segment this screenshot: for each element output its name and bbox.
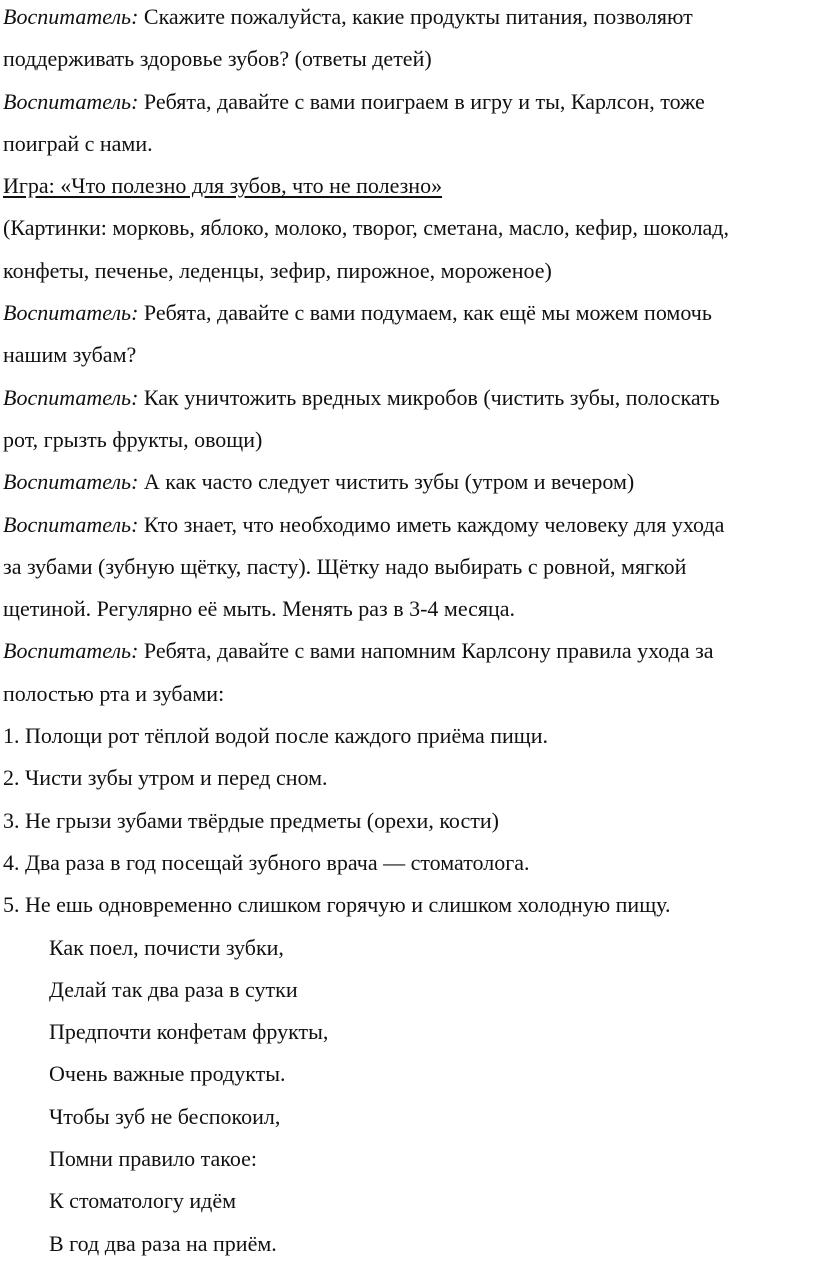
dialogue-line	[3, 38, 816, 80]
dialogue-line	[3, 461, 816, 503]
poem-line: Очень важные продукты.	[49, 1061, 286, 1087]
poem-line: Предпочти конфетам фрукты,	[49, 1019, 329, 1045]
dialogue-line	[3, 630, 816, 672]
dialogue-text: поиграй с нами.	[3, 130, 153, 156]
dialogue-text: Кто знает, что необходимо иметь каждому человеку для ухода	[143, 511, 725, 537]
dialogue-line	[3, 123, 816, 165]
speaker-label: Воспитатель:	[3, 4, 139, 29]
poem-line: В год два раза на приём.	[49, 1230, 277, 1256]
dialogue-line	[3, 673, 816, 715]
speaker-label: Воспитатель:	[3, 638, 139, 664]
dialogue-text: полостью рта и зубами:	[3, 680, 225, 706]
poem-line: Чтобы зуб не беспокоил,	[49, 1103, 281, 1129]
pictures-line	[3, 250, 816, 292]
dialogue-text: щетиной. Регулярно её мыть. Менять раз в 3-4 месяца.	[3, 596, 516, 622]
speaker-label: Воспитатель:	[3, 300, 139, 326]
poem-line: К стоматологу идём	[49, 1188, 236, 1214]
dialogue-text: Скажите пожалуйста, какие продукты питания, позволяют	[143, 4, 693, 29]
poem-line: Как поел, почисти зубки,	[49, 934, 284, 960]
speaker-label: Воспитатель:	[3, 384, 139, 410]
speaker-label: Воспитатель:	[3, 469, 139, 495]
game-title-line	[3, 165, 816, 207]
rule-item: 3. Не грызи зубами твёрдые предметы (орехи, кости)	[3, 807, 499, 833]
dialogue-text: А как часто следует чистить зубы (утром и вечером)	[143, 469, 635, 495]
dialogue-line	[3, 81, 816, 123]
rule-item: 1. Полощи рот тёплой водой после каждого приёма пищи.	[3, 723, 549, 749]
dialogue-line	[3, 0, 816, 38]
dialogue-text: рот, грызть фрукты, овощи)	[3, 426, 263, 452]
poem-line: Помни правило такое:	[49, 1146, 257, 1172]
dialogue-text: нашим зубам?	[3, 342, 137, 368]
pictures-text: конфеты, печенье, леденцы, зефир, пирожное, мороженое)	[3, 257, 552, 283]
dialogue-line	[3, 334, 816, 376]
dialogue-line	[3, 504, 816, 546]
dialogue-line	[3, 588, 816, 630]
dialogue-text: за зубами (зубную щётку, пасту). Щётку надо выбирать с ровной, мягкой	[3, 553, 687, 579]
rule-item: 4. Два раза в год посещай зубного врача — стоматолога.	[3, 849, 530, 875]
dialogue-line	[3, 546, 816, 588]
pictures-text: (Картинки: морковь, яблоко, молоко, творог, сметана, масло, кефир, шоколад,	[3, 215, 729, 241]
speaker-label: Воспитатель:	[3, 511, 139, 537]
dialogue-line	[3, 292, 816, 334]
game-title: Игра: «Что полезно для зубов, что не полезно»	[3, 173, 443, 199]
dialogue-text: Ребята, давайте с вами поиграем в игру и ты, Карлсон, тоже	[143, 88, 705, 114]
dialogue-line	[3, 419, 816, 461]
dialogue-line	[3, 377, 816, 419]
speaker-label: Воспитатель:	[3, 88, 139, 114]
dialogue-text: Ребята, давайте с вами подумаем, как ещё мы можем помочь	[143, 300, 712, 326]
dialogue-text: Ребята, давайте с вами напомним Карлсону правила ухода за	[143, 638, 714, 664]
dialogue-text: Как уничтожить вредных микробов (чистить зубы, полоскать	[143, 384, 720, 410]
rule-item: 5. Не ешь одновременно слишком горячую и слишком холодную пищу.	[3, 892, 671, 918]
poem-line: Делай так два раза в сутки	[49, 976, 298, 1002]
pictures-line	[3, 207, 816, 249]
rule-item: 2. Чисти зубы утром и перед сном.	[3, 765, 328, 791]
dialogue-text: поддерживать здоровье зубов? (ответы детей)	[3, 46, 432, 72]
